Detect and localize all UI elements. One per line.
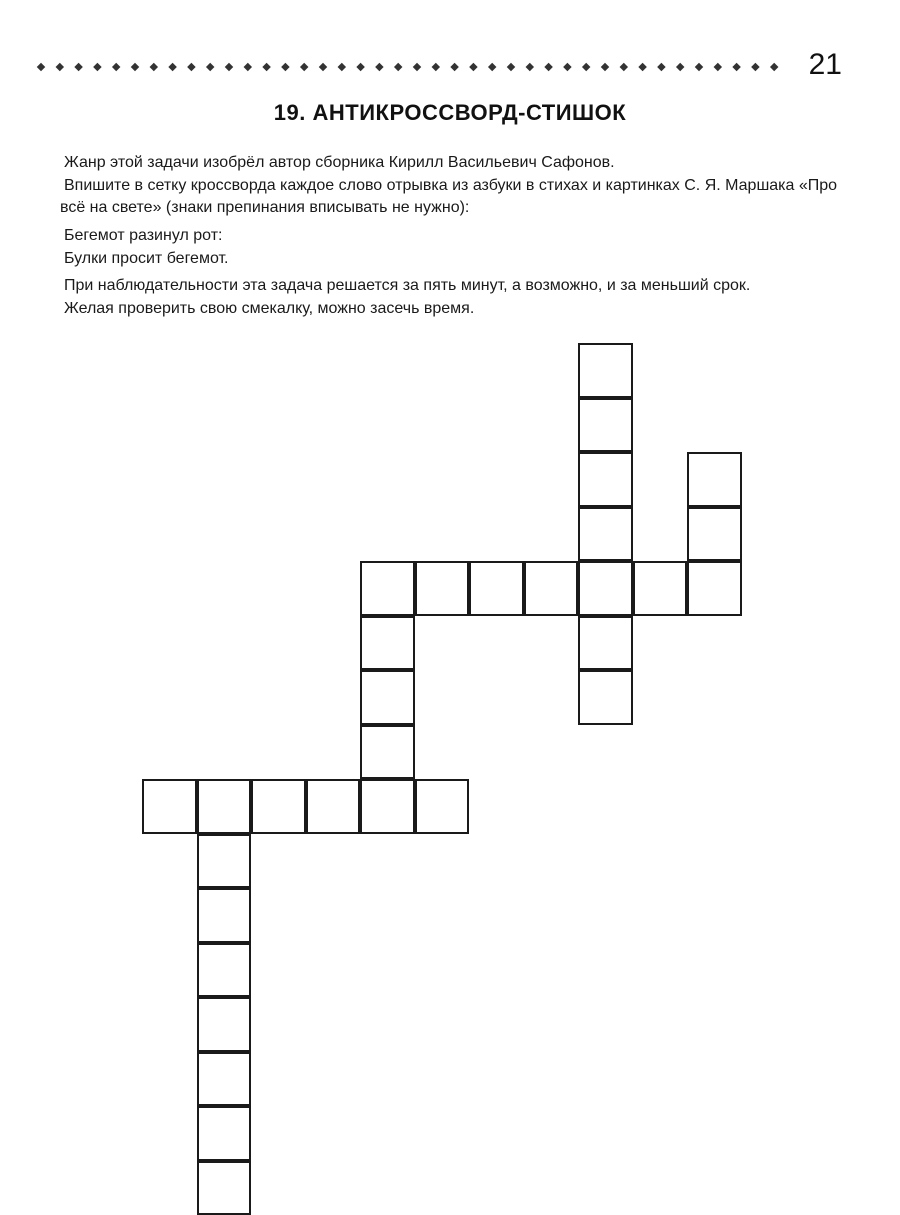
- crossword-cell[interactable]: [578, 507, 633, 562]
- crossword-cell[interactable]: [360, 616, 415, 671]
- crossword-cell[interactable]: [578, 452, 633, 507]
- crossword-cell[interactable]: [360, 670, 415, 725]
- crossword-cell[interactable]: [360, 725, 415, 780]
- verse-line-2: Булки просит бегемот.: [64, 248, 854, 270]
- crossword-cell[interactable]: [578, 398, 633, 453]
- crossword-cell[interactable]: [142, 779, 197, 834]
- crossword-cell[interactable]: [197, 1052, 252, 1107]
- page-number: 21: [809, 48, 842, 82]
- crossword-cell[interactable]: [360, 561, 415, 616]
- instruction-line-2: всё на свете» (знаки препинания вписывать не нужно):: [60, 197, 854, 219]
- crossword-cell[interactable]: [197, 834, 252, 889]
- crossword-cell[interactable]: [415, 779, 470, 834]
- crossword-cell[interactable]: [524, 561, 579, 616]
- crossword-cell[interactable]: [197, 997, 252, 1052]
- crossword-cell[interactable]: [578, 670, 633, 725]
- crossword-cell[interactable]: [197, 943, 252, 998]
- crossword-cell[interactable]: [197, 1106, 252, 1161]
- crossword-cell[interactable]: [360, 779, 415, 834]
- crossword-cell[interactable]: [415, 561, 470, 616]
- verse-line-1: Бегемот разинул рот:: [64, 225, 854, 247]
- crossword-cell[interactable]: [197, 888, 252, 943]
- crossword-cell[interactable]: [469, 561, 524, 616]
- crossword-cell[interactable]: [578, 616, 633, 671]
- crossword-cell[interactable]: [578, 561, 633, 616]
- crossword-cell[interactable]: [197, 1161, 252, 1215]
- task-title: 19. АНТИКРОССВОРД-СТИШОК: [0, 100, 900, 126]
- timing-paragraph: Желая проверить свою смекалку, можно засечь время.: [64, 298, 854, 320]
- crossword-cell[interactable]: [578, 343, 633, 398]
- crossword-cell[interactable]: [633, 561, 688, 616]
- crossword-cell[interactable]: [197, 779, 252, 834]
- crossword-cell[interactable]: [687, 561, 742, 616]
- instruction-line-1: Впишите в сетку кроссворда каждое слово отрывка из азбуки в стихах и картинках С. Я. Маршака «Про: [64, 175, 854, 197]
- crossword-cell[interactable]: [687, 507, 742, 562]
- hint-paragraph: При наблюдательности эта задача решается за пять минут, а возможно, и за меньший срок.: [64, 275, 854, 297]
- crossword-cell[interactable]: [251, 779, 306, 834]
- crossword-cell[interactable]: [687, 452, 742, 507]
- crossword-cell[interactable]: [306, 779, 361, 834]
- intro-paragraph: Жанр этой задачи изобрёл автор сборника Кирилл Васильевич Сафонов.: [64, 152, 854, 174]
